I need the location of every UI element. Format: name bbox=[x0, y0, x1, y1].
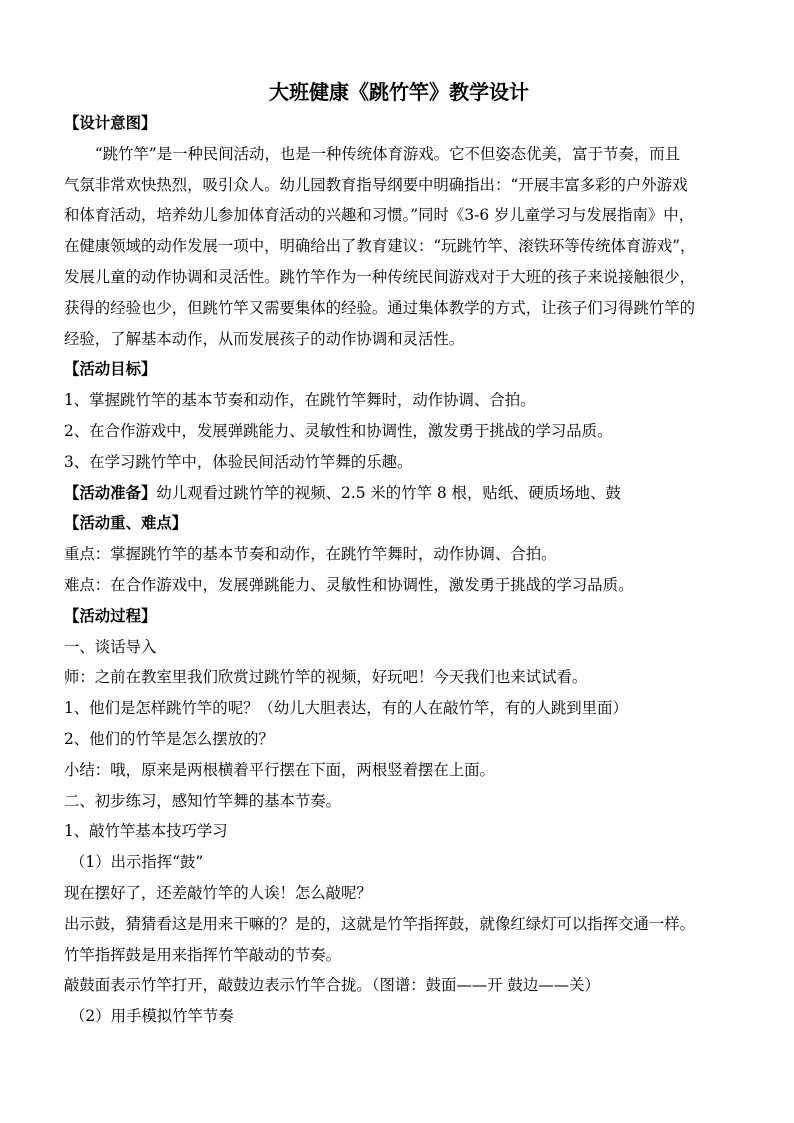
design-intent-line: 气氛非常欢快热烈，吸引众人。幼儿园教育指导纲要中明确指出：“开展丰富多彩的户外游戏 bbox=[64, 175, 688, 194]
process-line: 出示鼓，猜猜看这是用来干嘛的？是的，这就是竹竿指挥鼓，就像红绿灯可以指挥交通一样。 bbox=[64, 914, 696, 933]
design-intent-line: 在健康领域的动作发展一项中，明确给出了教育建议：“玩跳竹竿、滚铁环等传统体育游戏”， bbox=[64, 237, 696, 256]
key-points-heading: 【活动重、难点】 bbox=[64, 514, 188, 533]
preparation-heading: 【活动准备】 bbox=[64, 483, 157, 502]
design-intent-line: 经验，了解基本动作，从而发展孩子的动作协调和灵活性。 bbox=[64, 329, 465, 348]
design-intent-heading: 【设计意图】 bbox=[64, 114, 157, 132]
process-line: （1）出示指挥“鼓” bbox=[70, 853, 204, 872]
process-line: 二、初步练习，感知竹竿舞的基本节奏。 bbox=[64, 791, 342, 810]
design-intent-line: 和体育活动，培养幼儿参加体育活动的兴趣和习惯。”同时《3-6 岁儿童学习与发展指南》中， bbox=[64, 206, 695, 225]
process-line: 2、他们的竹竿是怎么摆放的？ bbox=[64, 729, 274, 748]
design-intent-line: “跳竹竿”是一种民间活动，也是一种传统体育游戏。它不但姿态优美，富于节奏，而且 bbox=[94, 144, 680, 163]
goal-item: 2、在合作游戏中，发展弹跳能力、灵敏性和协调性，激发勇于挑战的学习品质。 bbox=[64, 421, 613, 440]
process-line: 现在摆好了，还差敲竹竿的人诶！怎么敲呢？ bbox=[64, 883, 372, 902]
process-line: （2）用手模拟竹竿节奏 bbox=[70, 1007, 234, 1026]
goals-heading: 【活动目标】 bbox=[64, 360, 157, 379]
design-intent-line: 发展儿童的动作协调和灵活性。跳竹竿作为一种传统民间游戏对于大班的孩子来说接触很少， bbox=[64, 267, 696, 286]
process-line: 师：之前在教室里我们欣赏过跳竹竿的视频，好玩吧！今天我们也来试试看。 bbox=[64, 668, 588, 687]
preparation-line bbox=[64, 478, 734, 509]
process-line: 1、敲竹竿基本技巧学习 bbox=[64, 822, 228, 841]
process-line: 敲鼓面表示竹竿打开，敲鼓边表示竹竿合拢。（图谱：鼓面——开 鼓边——关） bbox=[64, 976, 600, 995]
process-heading: 【活动过程】 bbox=[64, 606, 157, 625]
preparation-text: 幼儿观看过跳竹竿的视频、2.5 米的竹竿 8 根，贴纸、硬质场地、鼓 bbox=[156, 483, 621, 502]
goal-item: 3、在学习跳竹竿中，体验民间活动竹竿舞的乐趣。 bbox=[64, 452, 413, 471]
process-line: 小结：哦，原来是两根横着平行摆在下面，两根竖着摆在上面。 bbox=[64, 760, 495, 779]
goal-item: 1、掌握跳竹竿的基本节奏和动作，在跳竹竿舞时，动作协调、合拍。 bbox=[64, 391, 536, 410]
process-line: 一、谈话导入 bbox=[64, 637, 157, 656]
document-title: 大班健康《跳竹竿》教学设计 bbox=[269, 80, 529, 104]
document-page bbox=[64, 78, 734, 1032]
process-line: 1、他们是怎样跳竹竿的呢？（幼儿大胆表达，有的人在敲竹竿，有的人跳到里面） bbox=[64, 699, 628, 718]
difficult-point: 难点：在合作游戏中，发展弹跳能力、灵敏性和协调性，激发勇于挑战的学习品质。 bbox=[64, 575, 634, 594]
design-intent-line: 获得的经验也少，但跳竹竿又需要集体的经验。通过集体教学的方式，让孩子们习得跳竹竿的 bbox=[64, 298, 696, 317]
process-line: 竹竿指挥鼓是用来指挥竹竿敲动的节奏。 bbox=[64, 945, 342, 964]
key-point: 重点：掌握跳竹竿的基本节奏和动作，在跳竹竿舞时，动作协调、合拍。 bbox=[64, 545, 557, 564]
